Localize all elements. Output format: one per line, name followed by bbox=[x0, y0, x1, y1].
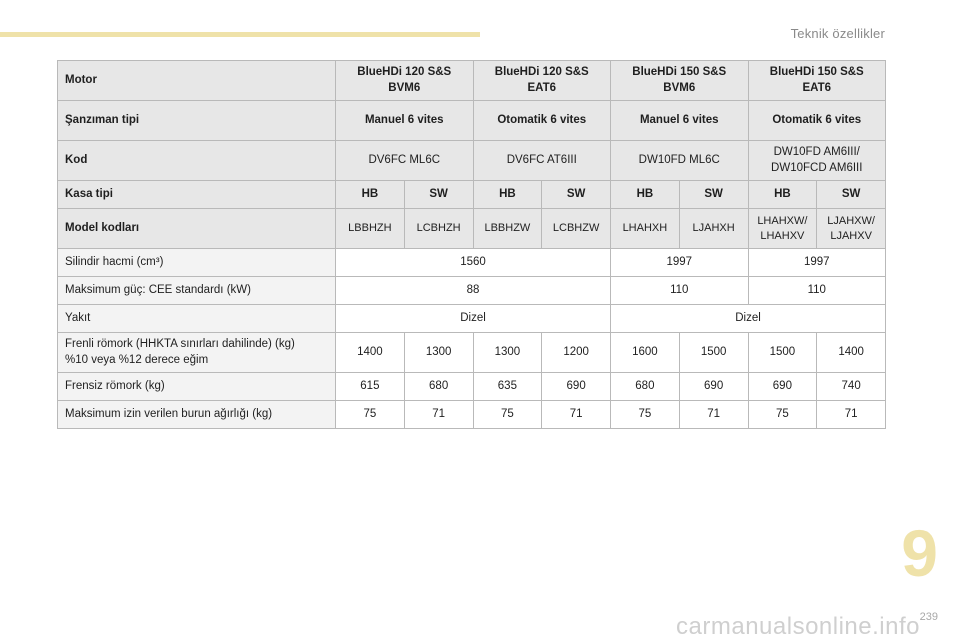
table-cell: 680 bbox=[404, 373, 473, 401]
row-label: Frensiz römork (kg) bbox=[58, 373, 336, 401]
table-cell: BlueHDi 120 S&S BVM6 bbox=[336, 61, 474, 101]
table-cell: HB bbox=[611, 181, 680, 209]
table-cell: DV6FC AT6III bbox=[473, 141, 611, 181]
table-cell: 1500 bbox=[748, 333, 817, 373]
table-cell: SW bbox=[679, 181, 748, 209]
chapter-number: 9 bbox=[901, 516, 938, 590]
table-cell: LBBHZW bbox=[473, 209, 542, 249]
table-cell: BlueHDi 120 S&S EAT6 bbox=[473, 61, 611, 101]
table-cell: 75 bbox=[473, 401, 542, 429]
table-row bbox=[58, 333, 886, 373]
table-cell: 1200 bbox=[542, 333, 611, 373]
table-cell: 75 bbox=[336, 401, 405, 429]
table-row bbox=[58, 401, 886, 429]
row-label: Kasa tipi bbox=[58, 181, 336, 209]
table-cell: 1600 bbox=[611, 333, 680, 373]
table-cell: LHAHXW/ LHAHXV bbox=[748, 209, 817, 249]
row-label: Maksimum güç: CEE standardı (kW) bbox=[58, 277, 336, 305]
table-cell: SW bbox=[817, 181, 886, 209]
table-cell: DW10FD AM6III/ DW10FCD AM6III bbox=[748, 141, 886, 181]
table-cell: 615 bbox=[336, 373, 405, 401]
table-cell: 71 bbox=[679, 401, 748, 429]
table-cell: LCBHZH bbox=[404, 209, 473, 249]
table-cell: 690 bbox=[679, 373, 748, 401]
row-label: Şanzıman tipi bbox=[58, 101, 336, 141]
table-cell: SW bbox=[404, 181, 473, 209]
table-cell: 1997 bbox=[748, 249, 886, 277]
table-cell: 110 bbox=[611, 277, 749, 305]
header-accent-bar bbox=[0, 32, 480, 37]
specifications-table bbox=[57, 60, 886, 429]
table-cell: 1400 bbox=[817, 333, 886, 373]
table-cell: Dizel bbox=[336, 305, 611, 333]
table-cell: 1300 bbox=[473, 333, 542, 373]
table-cell: BlueHDi 150 S&S EAT6 bbox=[748, 61, 886, 101]
row-label: Motor bbox=[58, 61, 336, 101]
table-row bbox=[58, 61, 886, 101]
table-cell: DW10FD ML6C bbox=[611, 141, 749, 181]
table-cell: 680 bbox=[611, 373, 680, 401]
table-cell: 635 bbox=[473, 373, 542, 401]
table-cell: 75 bbox=[748, 401, 817, 429]
table-cell: Manuel 6 vites bbox=[336, 101, 474, 141]
table-cell: 1400 bbox=[336, 333, 405, 373]
table-row bbox=[58, 277, 886, 305]
table-cell: 1500 bbox=[679, 333, 748, 373]
table-row bbox=[58, 141, 886, 181]
table-cell: LJAHXH bbox=[679, 209, 748, 249]
table-cell: 690 bbox=[748, 373, 817, 401]
row-label: Model kodları bbox=[58, 209, 336, 249]
table-cell: SW bbox=[542, 181, 611, 209]
table-cell: LHAHXH bbox=[611, 209, 680, 249]
table-cell: LJAHXW/ LJAHXV bbox=[817, 209, 886, 249]
table-cell: 1560 bbox=[336, 249, 611, 277]
table-cell: Otomatik 6 vites bbox=[473, 101, 611, 141]
table-cell: 1997 bbox=[611, 249, 749, 277]
table-cell: BlueHDi 150 S&S BVM6 bbox=[611, 61, 749, 101]
table-cell: 71 bbox=[404, 401, 473, 429]
table-row bbox=[58, 373, 886, 401]
table-row bbox=[58, 209, 886, 249]
table-cell: 690 bbox=[542, 373, 611, 401]
row-label: Frenli römork (HHKTA sınırları dahilinde) (kg) %10 veya %12 derece eğim bbox=[58, 333, 336, 373]
table-cell: HB bbox=[336, 181, 405, 209]
table-cell: DV6FC ML6C bbox=[336, 141, 474, 181]
section-title: Teknik özellikler bbox=[790, 26, 885, 41]
table-cell: 1300 bbox=[404, 333, 473, 373]
table-cell: 75 bbox=[611, 401, 680, 429]
table-cell: LCBHZW bbox=[542, 209, 611, 249]
table-cell: Manuel 6 vites bbox=[611, 101, 749, 141]
table-row bbox=[58, 305, 886, 333]
row-label: Yakıt bbox=[58, 305, 336, 333]
table-cell: 71 bbox=[817, 401, 886, 429]
table-row bbox=[58, 181, 886, 209]
table-cell: LBBHZH bbox=[336, 209, 405, 249]
table-cell: Dizel bbox=[611, 305, 886, 333]
row-label: Kod bbox=[58, 141, 336, 181]
table-cell: 740 bbox=[817, 373, 886, 401]
table-row bbox=[58, 101, 886, 141]
table-cell: 110 bbox=[748, 277, 886, 305]
table-cell: HB bbox=[748, 181, 817, 209]
table-cell: 71 bbox=[542, 401, 611, 429]
table-cell: Otomatik 6 vites bbox=[748, 101, 886, 141]
table-cell: 88 bbox=[336, 277, 611, 305]
table-cell: HB bbox=[473, 181, 542, 209]
row-label: Maksimum izin verilen burun ağırlığı (kg) bbox=[58, 401, 336, 429]
row-label: Silindir hacmi (cm³) bbox=[58, 249, 336, 277]
table-row bbox=[58, 249, 886, 277]
page-number: 239 bbox=[919, 611, 938, 623]
watermark: carmanualsonline.info bbox=[676, 613, 920, 640]
